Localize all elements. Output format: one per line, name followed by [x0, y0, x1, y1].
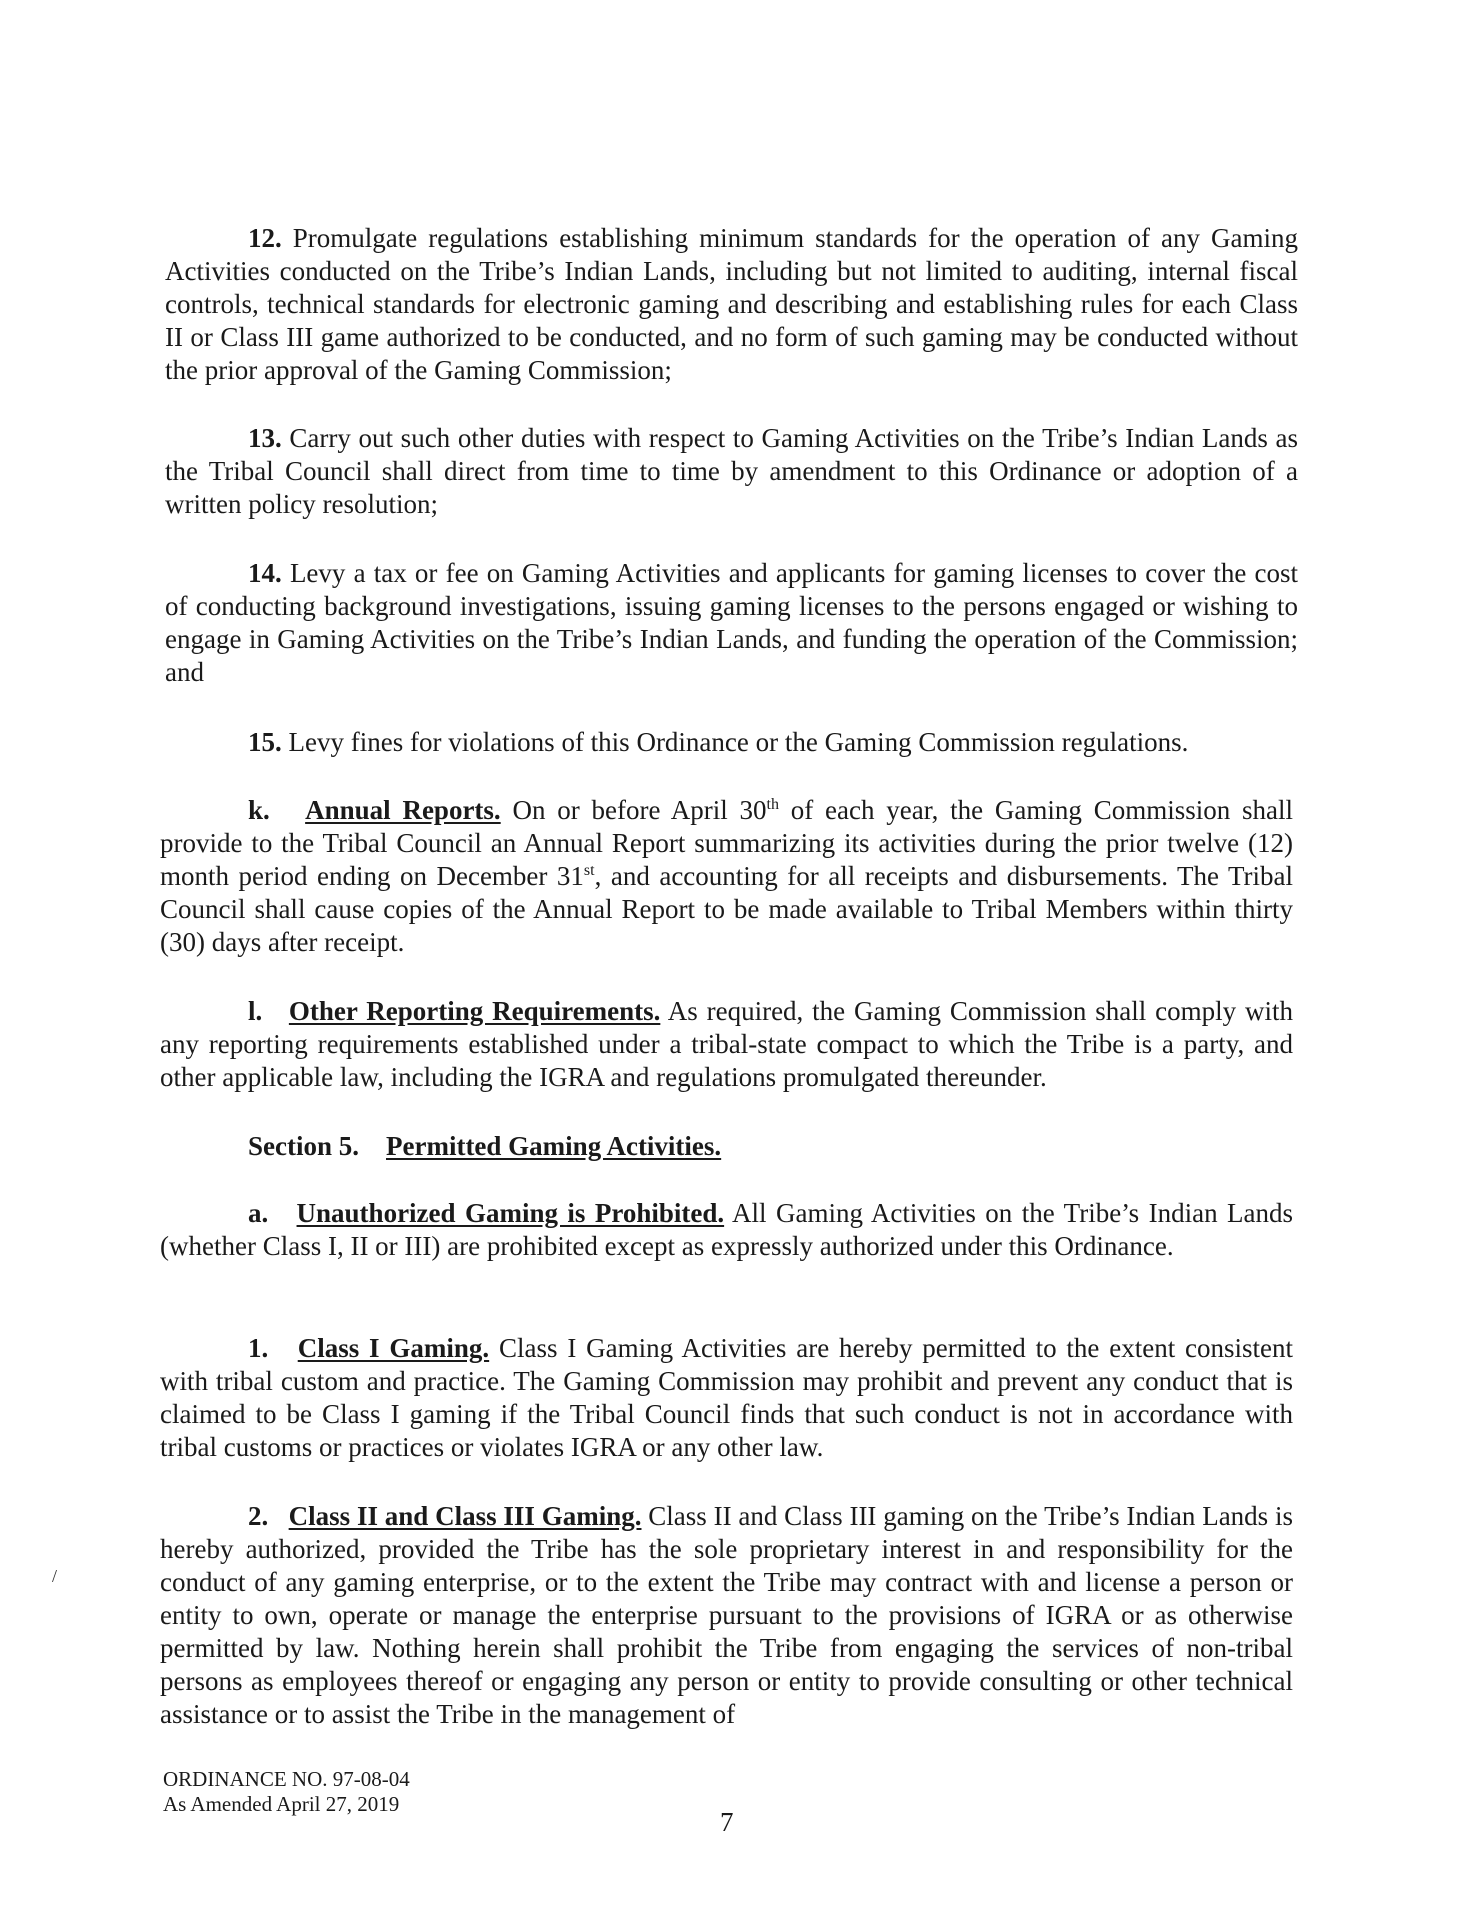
amended-date: As Amended April 27, 2019	[163, 1792, 400, 1816]
item-12	[165, 222, 1298, 387]
item-text: Promulgate regulations establishing minimum standards for the operation of any Gaming Activities conducted on the Tribe’s Indian Lands, including but not limited to auditing, internal fiscal controls, technical standards for electronic gaming and describing and establishing rules for each Class II or Class III game authorized to be conducted, and no form of such gaming may be conducted without the prior approval of the Gaming Commission;	[165, 223, 1299, 385]
section-text: Class I Gaming Activities are hereby permitted to the extent consistent with tribal custom and practice. The Gaming Commission may prohibit and prevent any conduct that is claimed to be Class I gaming if the Tribal Council finds that such conduct is not in accordance with tribal customs or practices or violates IGRA or any other law.	[160, 1333, 1294, 1462]
section-number: Section 5.	[248, 1131, 359, 1161]
item-14	[165, 557, 1298, 689]
section-text: On or before April 30	[512, 795, 767, 825]
item-number: 15.	[248, 727, 282, 757]
section-label: 1.	[248, 1333, 269, 1363]
section-heading: Class I Gaming.	[297, 1333, 490, 1363]
item-number: 12.	[248, 223, 282, 253]
item-text: Levy a tax or fee on Gaming Activities and applicants for gaming licenses to cover the cost of conducting background investigations, issuing gaming licenses to the persons engaged or wishing to engage in Gaming Activities on the Tribe’s Indian Lands, and funding the operation of the Commission; and	[165, 558, 1299, 687]
section-label: 2.	[248, 1501, 269, 1531]
page-number: 7	[720, 1807, 734, 1837]
item-text: Levy fines for violations of this Ordinance or the Gaming Commission regulations.	[288, 727, 1189, 757]
ordinance-number: ORDINANCE NO. 97-08-04	[163, 1767, 410, 1791]
section-heading: Class II and Class III Gaming.	[288, 1501, 642, 1531]
section-label: l.	[248, 996, 263, 1026]
section-text: of each year, the Gaming Commission shall provide to the Tribal Council an Annual Report summarizing its activities during the prior twelve (12) month period ending on December 31	[160, 795, 1294, 891]
class-2-3-gaming	[160, 1500, 1293, 1731]
section-text: , and accounting for all receipts and disbursements. The Tribal Council shall cause copies of the Annual Report to be made available to Tribal Members within thirty (30) days after receipt.	[160, 861, 1293, 957]
section-title: Permitted Gaming Activities.	[386, 1131, 722, 1161]
footer	[163, 1767, 410, 1817]
superscript: th	[766, 796, 779, 813]
section-a-unauthorized	[160, 1197, 1293, 1263]
class-1-gaming	[160, 1332, 1293, 1464]
superscript: st	[583, 862, 595, 879]
item-number: 14.	[248, 558, 282, 588]
item-13	[165, 422, 1298, 521]
section-text: As required, the Gaming Commission shall comply with any reporting requirements established under a tribal-state compact to which the Tribe is a party, and other applicable law, including the IGRA and regulations promulgated thereunder.	[160, 996, 1294, 1092]
section-k-annual-reports	[160, 794, 1293, 959]
section-label: a.	[248, 1198, 269, 1228]
item-text: Carry out such other duties with respect to Gaming Activities on the Tribe’s Indian Lands as the Tribal Council shall direct from time to time by amendment to this Ordinance or adoption of a written policy resolution;	[165, 423, 1298, 519]
section-l-other-reporting	[160, 995, 1293, 1094]
section-heading: Other Reporting Requirements.	[288, 996, 661, 1026]
item-15	[165, 726, 1298, 759]
section-5-heading	[248, 1130, 1148, 1163]
section-label: k.	[248, 795, 270, 825]
section-text: All Gaming Activities on the Tribe’s Indian Lands (whether Class I, II or III) are prohibited except as expressly authorized under this Ordinance.	[160, 1198, 1293, 1261]
item-number: 13.	[248, 423, 282, 453]
section-heading: Unauthorized Gaming is Prohibited.	[296, 1198, 725, 1228]
section-heading: Annual Reports.	[305, 795, 501, 825]
margin-mark: /	[52, 1566, 58, 1586]
section-text: Class II and Class III gaming on the Tribe’s Indian Lands is hereby authorized, provided the Tribe has the sole proprietary interest in and responsibility for the conduct of any gaming enterprise, or to the extent the Tribe may contract with and license a person or entity to own, operate or manage the enterprise pursuant to the provisions of IGRA or as otherwise permitted by law. Nothing herein shall prohibit the Tribe from engaging the services of non-tribal persons as employees thereof or engaging any person or entity to provide consulting or other technical assistance or to assist the Tribe in the management of	[160, 1501, 1293, 1729]
